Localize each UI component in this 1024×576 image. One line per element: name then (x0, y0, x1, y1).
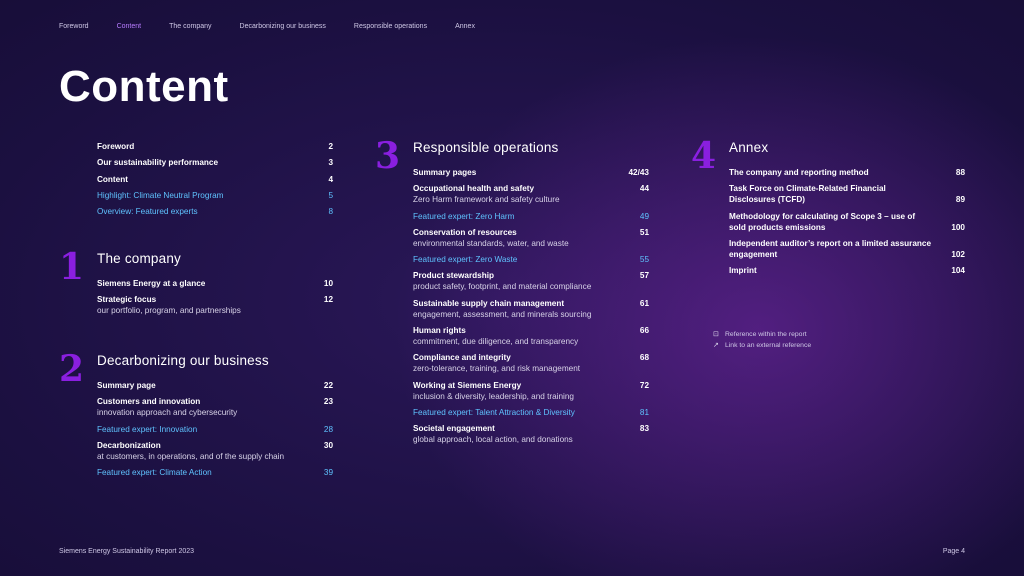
nav-item-the-company[interactable]: The company (169, 23, 212, 30)
toc-entry-page: 39 (323, 468, 333, 478)
legend (713, 330, 811, 352)
toc-entry[interactable] (729, 211, 965, 233)
toc-entry-subtitle: commitment, due diligence, and transparency (413, 337, 579, 347)
toc-entry-page: 51 (639, 227, 649, 237)
section-heading-1[interactable]: The company (97, 251, 181, 266)
toc-entry-title: Content (97, 174, 128, 184)
toc-entry-page: 22 (323, 381, 333, 390)
toc-entry-title: Product stewardship (413, 271, 494, 281)
section-number-2: 2 (59, 348, 85, 390)
toc-entry[interactable] (97, 141, 333, 152)
toc-entry-title: The company and reporting method (729, 168, 869, 177)
toc-entry-title: Independent auditor’s report on a limited assurance engagement (729, 238, 931, 259)
toc-entry[interactable] (413, 211, 649, 222)
toc-entry-page: 3 (328, 158, 333, 168)
external-link-icon: ↗ (713, 342, 719, 349)
legend-item (713, 341, 811, 349)
toc-entry-title: Compliance and integrity (413, 353, 511, 363)
toc-entry-title: Featured expert: Climate Action (97, 468, 212, 478)
toc-entry-page: 102 (951, 249, 965, 259)
toc-entry[interactable] (413, 227, 649, 249)
toc-entry-subtitle: at customers, in operations, and of the supply chain (97, 451, 285, 461)
toc-entry[interactable] (729, 183, 965, 205)
toc-entry[interactable] (413, 352, 649, 374)
nav-item-responsible-operations[interactable]: Responsible operations (353, 23, 428, 30)
toc-entry-page: 49 (639, 211, 649, 221)
toc-entry[interactable] (413, 298, 649, 320)
toc-entry-page: 5 (328, 190, 333, 200)
section-heading-3[interactable]: Responsible operations (413, 140, 559, 155)
toc-entry-subtitle: engagement, assessment, and minerals sourcing (413, 309, 592, 319)
toc-entry[interactable] (97, 157, 333, 168)
toc-entry-title: Strategic focus (97, 295, 157, 305)
toc-entry-page: 83 (639, 424, 649, 434)
toc-entry[interactable] (413, 270, 649, 292)
toc-entry-page: 66 (639, 326, 649, 336)
toc-entry[interactable] (97, 380, 333, 391)
legend-item (713, 330, 811, 338)
toc-entry-title: Foreword (97, 142, 135, 151)
toc-entry-title: Task Force on Climate-Related Financial Disclosures (TCFD) (729, 184, 886, 205)
toc-entry[interactable] (729, 238, 965, 260)
legend-text: Reference within the report (725, 331, 807, 338)
toc-entry-page: 10 (323, 279, 333, 288)
toc-entry[interactable] (413, 167, 649, 178)
section-2 (59, 348, 333, 483)
toc-entry-subtitle: inclusion & diversity, leadership, and training (413, 391, 574, 401)
toc-entry[interactable] (729, 265, 965, 276)
toc-entry-title: Decarbonization (97, 440, 161, 450)
section-number-1: 1 (59, 246, 85, 288)
toc-entry-page: 42/43 (628, 168, 649, 177)
toc-entry-subtitle: innovation approach and cybersecurity (97, 408, 238, 418)
toc-entry-subtitle: global approach, local action, and donations (413, 435, 573, 445)
toc-entry-title: Highlight: Climate Neutral Program (97, 190, 224, 200)
toc-entry-page: 61 (639, 298, 649, 308)
toc-entry[interactable] (97, 294, 333, 316)
toc-entry-title: Summary pages (413, 168, 477, 177)
toc-entry-page: 88 (955, 168, 965, 177)
footer-page-number: Page 4 (942, 548, 965, 555)
toc-entry-title: Siemens Energy at a glance (97, 279, 206, 288)
toc-entry[interactable] (413, 407, 649, 418)
toc-entry[interactable] (413, 423, 649, 445)
toc-entry-title: Occupational health and safety (413, 184, 535, 194)
toc-entry[interactable] (413, 325, 649, 347)
toc-entry-page: 81 (639, 407, 649, 417)
toc-entry-page: 8 (328, 207, 333, 217)
page-title: Content (59, 62, 229, 111)
toc-entry-page: 12 (323, 295, 333, 305)
toc-entry-title: Imprint (729, 266, 757, 276)
toc-entry[interactable] (413, 380, 649, 402)
toc-entry-title: Our sustainability performance (97, 158, 219, 168)
toc-entry-page: 55 (639, 255, 649, 265)
nav-item-annex[interactable]: Annex (455, 23, 475, 30)
toc-entry[interactable] (97, 174, 333, 185)
toc-entry-title: Featured expert: Zero Waste (413, 255, 518, 265)
toc-entry-page: 2 (328, 142, 333, 151)
toc-entry[interactable] (97, 424, 333, 435)
toc-entry[interactable] (413, 183, 649, 205)
toc-entry[interactable] (97, 190, 333, 201)
section-heading-4[interactable]: Annex (729, 140, 769, 155)
section-number-3: 3 (375, 135, 401, 177)
toc-entry-page: 57 (639, 271, 649, 281)
toc-entry-page: 30 (323, 440, 333, 450)
toc-entry-title: Featured expert: Zero Harm (413, 211, 515, 221)
toc-entry-page: 100 (951, 222, 965, 232)
toc-entry-subtitle: our portfolio, program, and partnerships (97, 306, 241, 316)
toc-entry-page: 68 (639, 353, 649, 363)
toc-entry-subtitle: Zero Harm framework and safety culture (413, 195, 560, 205)
toc-entry-title: Overview: Featured experts (97, 207, 198, 217)
legend-text: Link to an external reference (725, 342, 812, 349)
toc-entry-subtitle: zero-tolerance, training, and risk management (413, 364, 581, 374)
toc-entry-page: 104 (951, 266, 965, 276)
toc-entry-page: 72 (639, 380, 649, 390)
toc-entry-title: Conservation of resources (413, 227, 517, 237)
toc-entry-title: Societal engagement (413, 424, 495, 434)
section-number-4: 4 (691, 135, 717, 177)
toc-entry-page: 23 (323, 397, 333, 407)
section-3 (375, 135, 649, 451)
toc-entry-title: Working at Siemens Energy (413, 380, 522, 390)
toc-entry-title: Summary page (97, 381, 156, 390)
footer-report-title: Siemens Energy Sustainability Report 2023 (59, 548, 195, 555)
toc-entry-page: 44 (639, 184, 649, 194)
toc-entry[interactable] (413, 254, 649, 265)
internal-reference-icon: ⊡ (713, 331, 719, 338)
toc-entry-subtitle: product safety, footprint, and material compliance (413, 282, 592, 292)
toc-entry[interactable] (97, 396, 333, 418)
section-heading-2[interactable]: Decarbonizing our business (97, 353, 269, 368)
toc-entry[interactable] (729, 167, 965, 178)
toc-entry[interactable] (97, 278, 333, 289)
section-4 (691, 135, 965, 281)
toc-entry-subtitle: environmental standards, water, and waste (413, 238, 569, 248)
toc-entry-title: Methodology for calculating of Scope 3 – use of sold products emissions (729, 211, 916, 232)
nav-item-content[interactable]: Content (116, 23, 142, 30)
toc-entry-title: Human rights (413, 326, 466, 336)
section-1 (59, 246, 333, 322)
toc-entry[interactable] (97, 467, 333, 478)
toc-entry-title: Sustainable supply chain management (413, 298, 565, 308)
nav-item-decarbonizing-our-business[interactable]: Decarbonizing our business (239, 23, 326, 30)
toc-entry[interactable] (97, 206, 333, 217)
toc-entry-title: Featured expert: Talent Attraction & Diversity (413, 407, 575, 417)
toc-entry-page: 4 (328, 174, 333, 184)
nav-item-foreword[interactable]: Foreword (59, 23, 89, 30)
intro-list (97, 141, 333, 222)
toc-entry[interactable] (97, 440, 333, 462)
toc-entry-page: 28 (323, 424, 333, 434)
toc-entry-page: 89 (955, 195, 965, 205)
top-nav (59, 23, 503, 30)
toc-entry-title: Featured expert: Innovation (97, 424, 198, 434)
toc-entry-title: Customers and innovation (97, 397, 201, 407)
